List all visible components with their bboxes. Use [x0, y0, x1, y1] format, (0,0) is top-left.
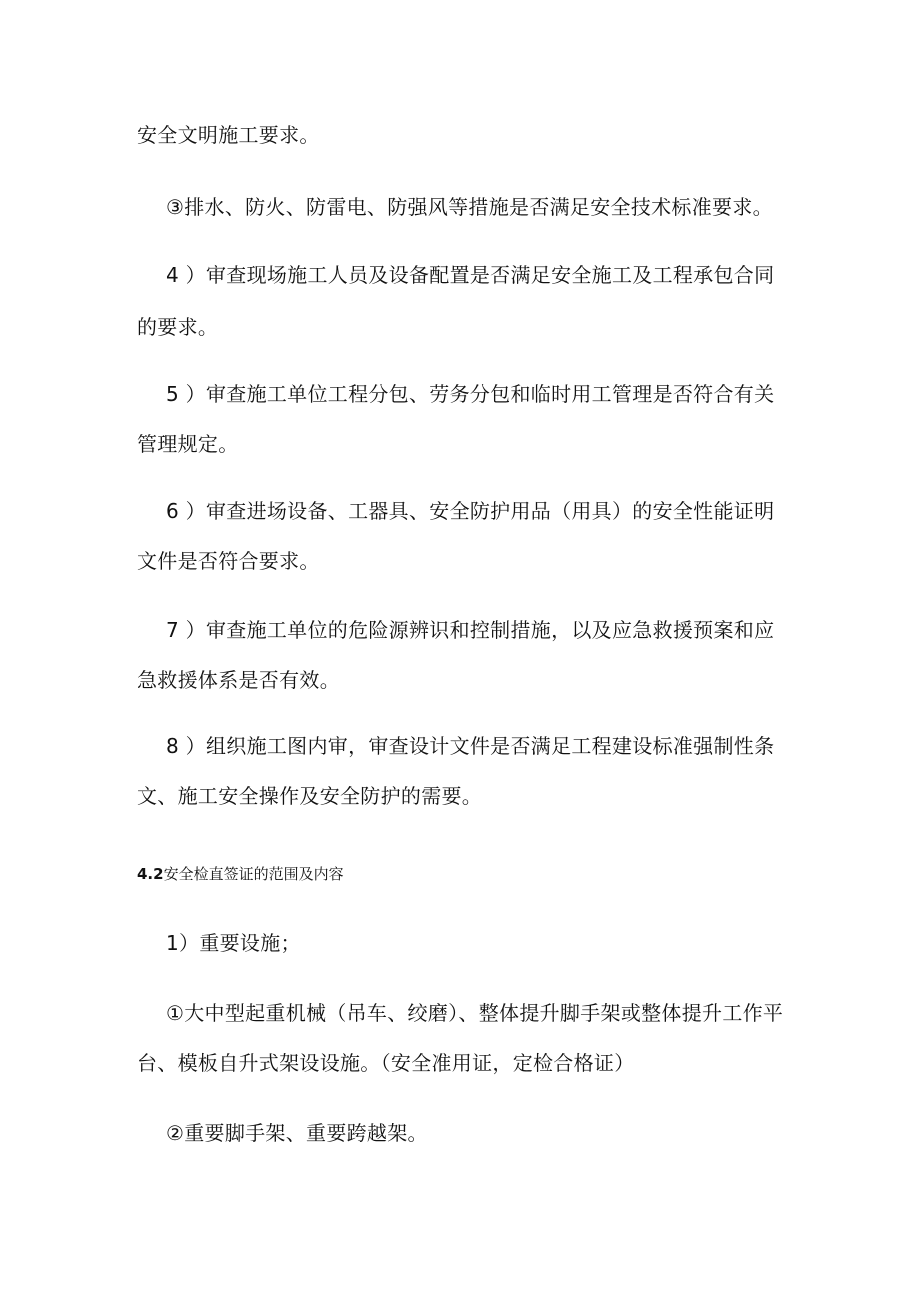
paragraph-item-7-continued: 急救援体系是否有效。	[137, 668, 340, 692]
paragraph-item-8-continued: 文、施工安全操作及安全防护的需要。	[137, 784, 483, 808]
paragraph-item-5-continued: 管理规定。	[137, 432, 239, 456]
subsection-item-1: 1）重要设施；	[166, 931, 301, 955]
section-number: 4.2	[137, 865, 164, 883]
facility-item-1: ①大中型起重机械（吊车、绞磨）、整体提升脚手架或整体提升工作平	[166, 1001, 784, 1025]
paragraph-item-4: 4 ）审查现场施工人员及设备配置是否满足安全施工及工程承包合同	[166, 263, 775, 287]
facility-item-2: ②重要脚手架、重要跨越架。	[166, 1121, 428, 1145]
paragraph-item-6: 6 ）审查进场设备、工器具、安全防护用品（用具）的安全性能证明	[166, 499, 775, 523]
section-title: 安全检直签证的范围及内容	[163, 865, 344, 883]
paragraph-continuation: 安全文明施工要求。	[137, 123, 320, 147]
section-heading	[137, 863, 344, 885]
paragraph-item-5: 5 ）审查施工单位工程分包、劳务分包和临时用工管理是否符合有关	[166, 382, 775, 406]
paragraph-item-8: 8 ）组织施工图内审，审查设计文件是否满足工程建设标准强制性条	[166, 734, 775, 758]
paragraph-item-3: ③排水、防火、防雷电、防强风等措施是否满足安全技术标准要求。	[166, 195, 773, 219]
paragraph-item-4-continued: 的要求。	[137, 315, 219, 339]
paragraph-item-7: 7 ）审查施工单位的危险源辨识和控制措施，以及应急救援预案和应	[166, 618, 775, 642]
paragraph-item-6-continued: 文件是否符合要求。	[137, 549, 320, 573]
facility-item-1-continued: 台、模板自升式架设设施。（安全准用证，定检合格证）	[137, 1051, 635, 1075]
